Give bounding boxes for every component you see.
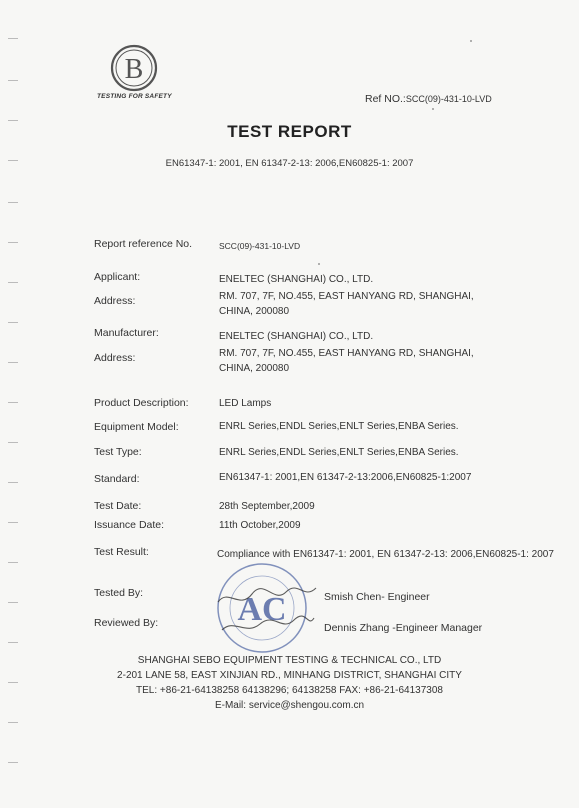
issuance-date-value: 11th October,2009 [219, 520, 301, 531]
footer-address: 2-201 LANE 58, EAST XINJIAN RD., MINHANG DISTRICT, SHANGHAI CITY [117, 670, 462, 681]
applicant-address-label: Address: [94, 295, 136, 307]
test-result-value: Compliance with EN61347-1: 2001, EN 61347-2-13: 2006,EN60825-1: 2007 [217, 549, 554, 560]
svg-text:B: B [124, 54, 144, 85]
reviewed-by-label: Reviewed By: [94, 617, 159, 629]
applicant-label: Applicant: [94, 271, 141, 283]
ref-label: Ref NO.: [365, 93, 406, 105]
tested-by-label: Tested By: [94, 587, 144, 599]
manufacturer-address-label: Address: [94, 352, 136, 364]
svg-text:AC: AC [237, 591, 287, 628]
test-date-label: Test Date: [94, 500, 142, 512]
manufacturer-address-line2: CHINA, 200080 [219, 363, 290, 374]
approval-stamp [204, 558, 322, 656]
footer-phone: TEL: +86-21-64138258 64138296; 64138258 FAX: +86-21-64137308 [136, 685, 443, 696]
logo-caption: TESTING FOR SAFETY [97, 93, 172, 100]
test-type-value: ENRL Series,ENDL Series,ENLT Series,ENBA Series. [219, 447, 459, 458]
tested-by-value: Smish Chen- Engineer [324, 591, 430, 603]
scan-speck [432, 108, 434, 110]
standards-line: EN61347-1: 2001, EN 61347-2-13: 2006,EN60825-1: 2007 [165, 158, 414, 169]
footer-company: SHANGHAI SEBO EQUIPMENT TESTING & TECHNICAL CO., LTD [137, 655, 442, 666]
standard-label: Standard: [94, 473, 140, 485]
equipment-model-label: Equipment Model: [94, 421, 179, 433]
product-description-value: LED Lamps [219, 398, 272, 409]
equipment-model-value: ENRL Series,ENDL Series,ENLT Series,ENBA Series. [219, 421, 459, 432]
applicant-address-line1: RM. 707, 7F, NO.455, EAST HANYANG RD, SHANGHAI, [219, 291, 474, 302]
applicant-address-line2: CHINA, 200080 [219, 306, 290, 317]
ref-value: SCC(09)-431-10-LVD [405, 94, 492, 104]
scan-speck [470, 40, 472, 42]
standard-value: EN61347-1: 2001,EN 61347-2-13:2006,EN60825-1:2007 [219, 472, 472, 483]
footer-email: E-Mail: service@shengou.com.cn [214, 700, 365, 711]
applicant-value: ENELTEC (SHANGHAI) CO., LTD. [219, 274, 374, 285]
issuance-date-label: Issuance Date: [94, 519, 165, 531]
reviewed-by-value: Dennis Zhang -Engineer Manager [324, 622, 483, 634]
report-reference-label: Report reference No. [94, 238, 193, 250]
page-title: TEST REPORT [227, 122, 352, 141]
manufacturer-label: Manufacturer: [94, 327, 159, 339]
scan-speck [318, 263, 320, 265]
manufacturer-value: ENELTEC (SHANGHAI) CO., LTD. [219, 331, 374, 342]
product-description-label: Product Description: [94, 397, 189, 409]
report-reference-value: SCC(09)-431-10-LVD [219, 241, 301, 251]
test-date-value: 28th September,2009 [219, 501, 315, 512]
test-result-label: Test Result: [94, 546, 149, 558]
test-type-label: Test Type: [94, 446, 142, 458]
reference-number [365, 93, 492, 105]
manufacturer-address-line1: RM. 707, 7F, NO.455, EAST HANYANG RD, SHANGHAI, [219, 348, 474, 359]
